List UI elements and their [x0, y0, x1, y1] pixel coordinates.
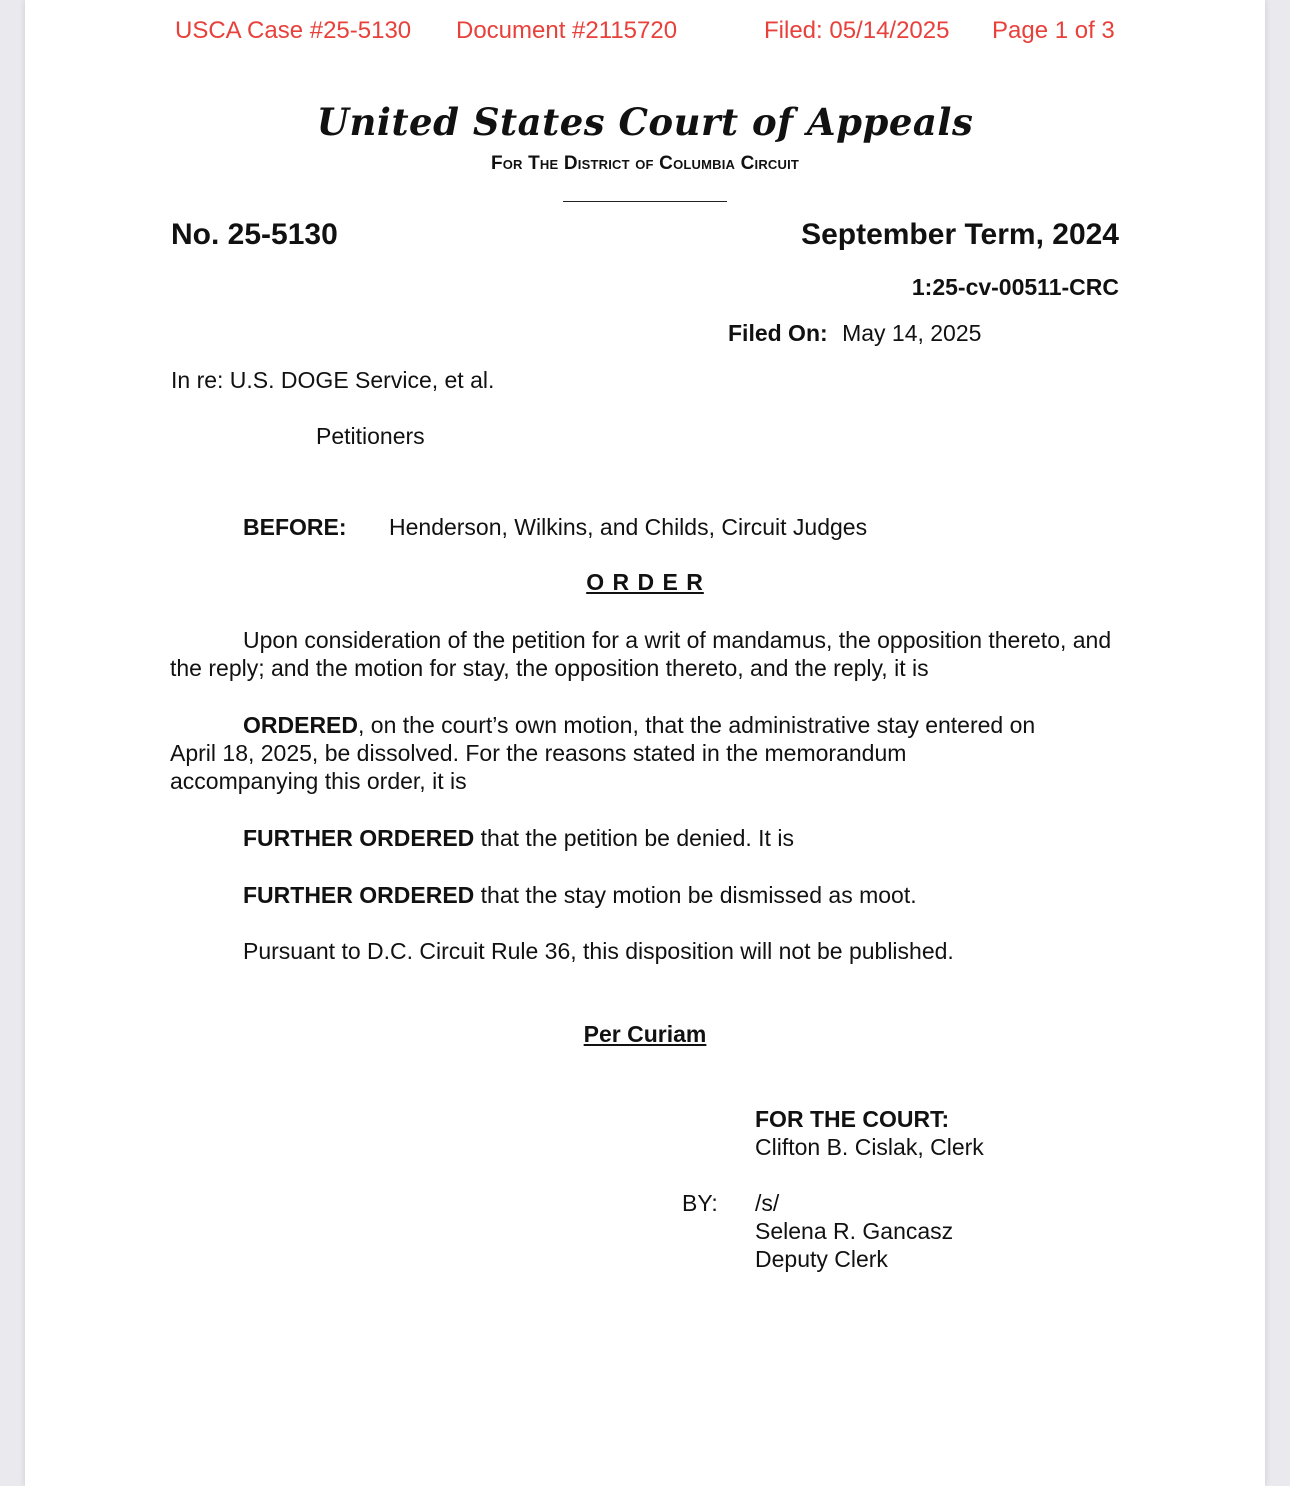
for-the-court-label: FOR THE COURT:: [755, 1106, 950, 1132]
deputy-clerk-title: Deputy Clerk: [755, 1246, 888, 1272]
filed-on-date: May 14, 2025: [842, 320, 982, 346]
document-page: [25, 0, 1265, 1486]
ordered-text-line2: April 18, 2025, be dissolved. For the reasons stated in the memorandum: [170, 740, 907, 766]
header-page-count: Page 1 of 3: [992, 17, 1115, 44]
court-title: United States Court of Appeals: [316, 100, 974, 144]
header-filed-date: Filed: 05/14/2025: [764, 17, 950, 44]
deputy-clerk-name: Selena R. Gancasz: [755, 1218, 954, 1244]
further-ordered-label: FURTHER ORDERED: [243, 825, 475, 851]
court-subtitle: For The District of Columbia Circuit: [490, 153, 800, 174]
header-case-number: USCA Case #25-5130: [175, 17, 412, 44]
ordered-text-line3: accompanying this order, it is: [170, 768, 467, 794]
order-paragraph-stay-dismissed: [170, 881, 1130, 909]
order-paragraph-consideration: Upon consideration of the petition for a writ of mandamus, the opposition thereto, and the reply; and the motion for stay, the opposition thereto, and the reply, it is: [170, 627, 1112, 681]
title-divider: [563, 201, 727, 202]
lower-court-case-number: 1:25-cv-00511-CRC: [911, 274, 1119, 300]
ordered-text-line1: , on the court’s own motion, that the administrative stay entered on: [358, 712, 1036, 738]
panel-judges: Henderson, Wilkins, and Childs, Circuit Judges: [389, 514, 868, 540]
court-term: September Term, 2024: [801, 218, 1119, 251]
filed-on-label: Filed On:: [728, 320, 828, 346]
order-paragraph-petition-denied: [170, 824, 1130, 852]
stay-dismissed-text: that the stay motion be dismissed as moot.: [474, 882, 917, 908]
electronic-signature: /s/: [755, 1190, 780, 1216]
order-heading: O R D E R: [586, 569, 704, 595]
further-ordered-label: FURTHER ORDERED: [243, 882, 475, 908]
filed-on: [728, 320, 981, 347]
party-role: Petitioners: [316, 423, 425, 449]
per-curiam: Per Curiam: [583, 1021, 707, 1047]
by-label: BY:: [682, 1190, 718, 1216]
case-number: No. 25-5130: [171, 218, 338, 251]
petition-denied-text: that the petition be denied. It is: [474, 825, 794, 851]
ordered-label: ORDERED: [243, 712, 359, 738]
header-document-number: Document #2115720: [456, 17, 678, 44]
clerk-name: Clifton B. Cislak, Clerk: [755, 1134, 984, 1160]
order-paragraph-rule-36: Pursuant to D.C. Circuit Rule 36, this disposition will not be published.: [243, 938, 954, 964]
order-paragraph-ordered: [170, 711, 1130, 795]
before-label: BEFORE:: [243, 514, 347, 540]
case-caption: In re: U.S. DOGE Service, et al.: [171, 367, 495, 393]
